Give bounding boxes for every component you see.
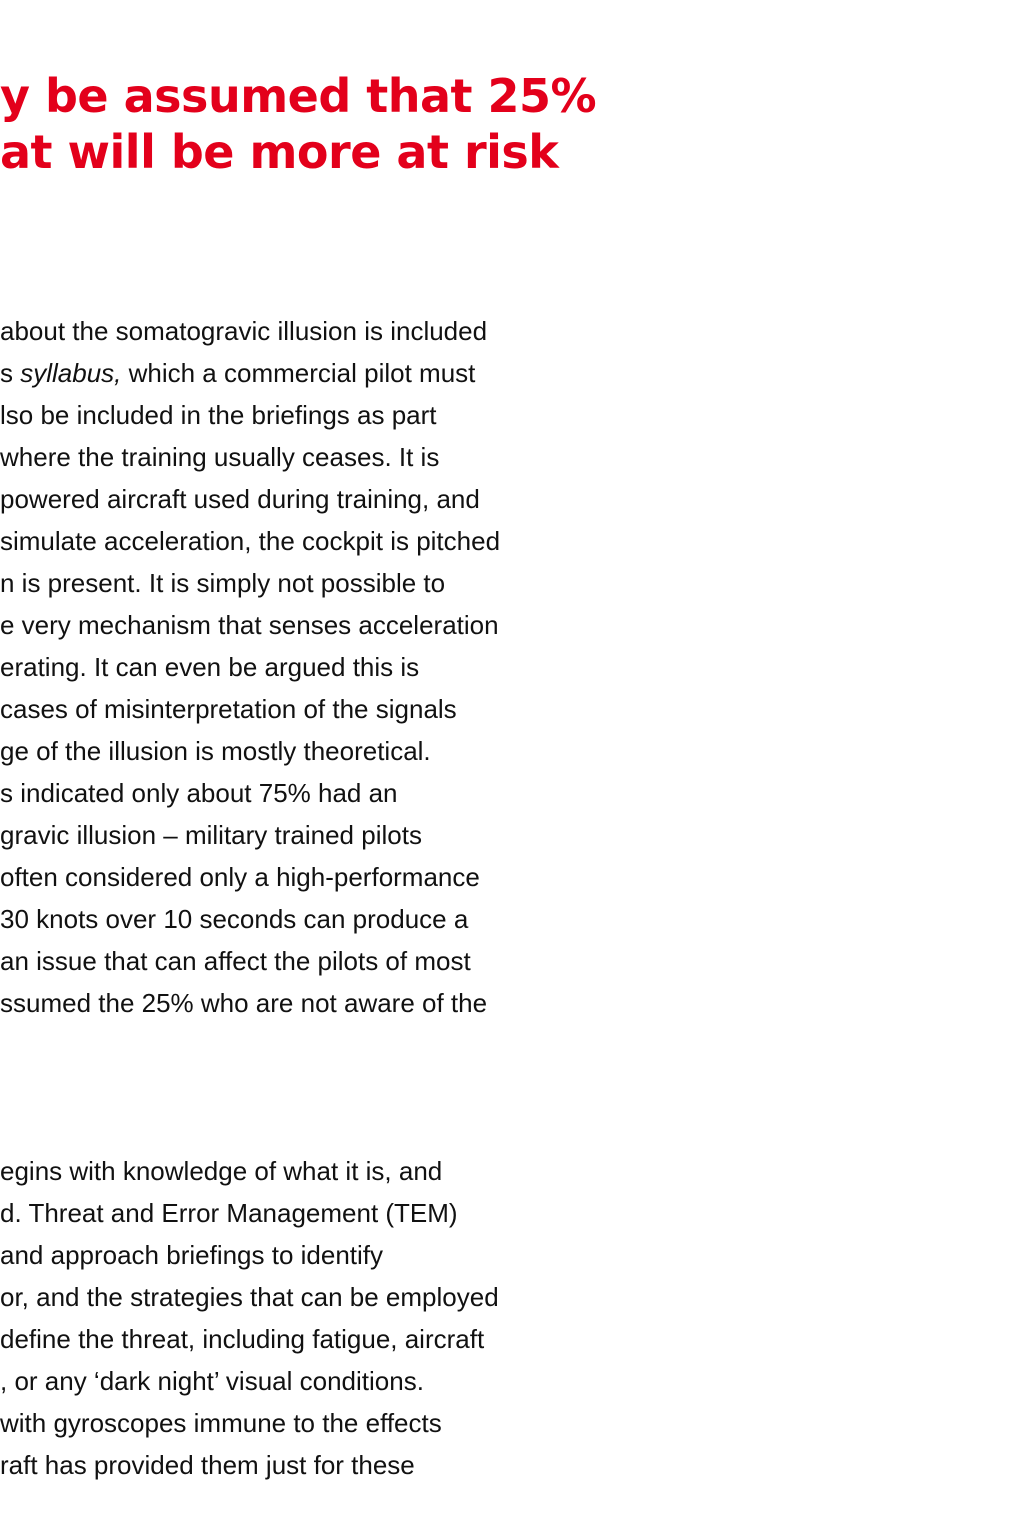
text-line: about the somatogravic illusion is included <box>0 316 488 346</box>
text-line: lso be included in the briefings as part <box>0 400 437 430</box>
text-line: with gyroscopes immune to the effects <box>0 1408 442 1438</box>
pull-quote-headline <box>0 68 600 180</box>
text-line: d. Threat and Error Management (TEM) <box>0 1198 458 1228</box>
text-line: where the training usually ceases. It is <box>0 442 440 472</box>
text-line: e very mechanism that senses acceleration <box>0 610 499 640</box>
text-line: raft has provided them just for these <box>0 1450 415 1480</box>
text-line: erating. It can even be argued this is <box>0 652 420 682</box>
headline-line-1: y be assumed that 25% <box>0 69 597 123</box>
text-line: 30 knots over 10 seconds can produce a <box>0 904 469 934</box>
text-line-with-italic <box>0 352 600 394</box>
text-line: n is present. It is simply not possible to <box>0 568 446 598</box>
text-fragment: s <box>0 358 21 388</box>
text-line: egins with knowledge of what it is, and <box>0 1156 443 1186</box>
text-fragment: which a commercial pilot must <box>121 358 476 388</box>
text-line: gravic illusion – military trained pilots <box>0 820 422 850</box>
text-line: or, and the strategies that can be employed <box>0 1282 499 1312</box>
text-line: , or any ‘dark night’ visual conditions. <box>0 1366 424 1396</box>
body-paragraph-2 <box>0 1150 600 1486</box>
text-line: cases of misinterpretation of the signals <box>0 694 457 724</box>
text-line: powered aircraft used during training, and <box>0 484 480 514</box>
text-line: define the threat, including fatigue, aircraft <box>0 1324 485 1354</box>
italic-term: syllabus, <box>20 358 122 388</box>
text-line: and approach briefings to identify <box>0 1240 384 1270</box>
text-line: an issue that can affect the pilots of most <box>0 946 471 976</box>
text-line: ssumed the 25% who are not aware of the <box>0 988 488 1018</box>
text-line: simulate acceleration, the cockpit is pitched <box>0 526 501 556</box>
text-line: s indicated only about 75% had an <box>0 778 398 808</box>
text-line: often considered only a high-performance <box>0 862 480 892</box>
headline-line-2: at will be more at risk <box>0 125 559 179</box>
body-paragraph-1 <box>0 310 600 1024</box>
text-line: ge of the illusion is mostly theoretical. <box>0 736 431 766</box>
